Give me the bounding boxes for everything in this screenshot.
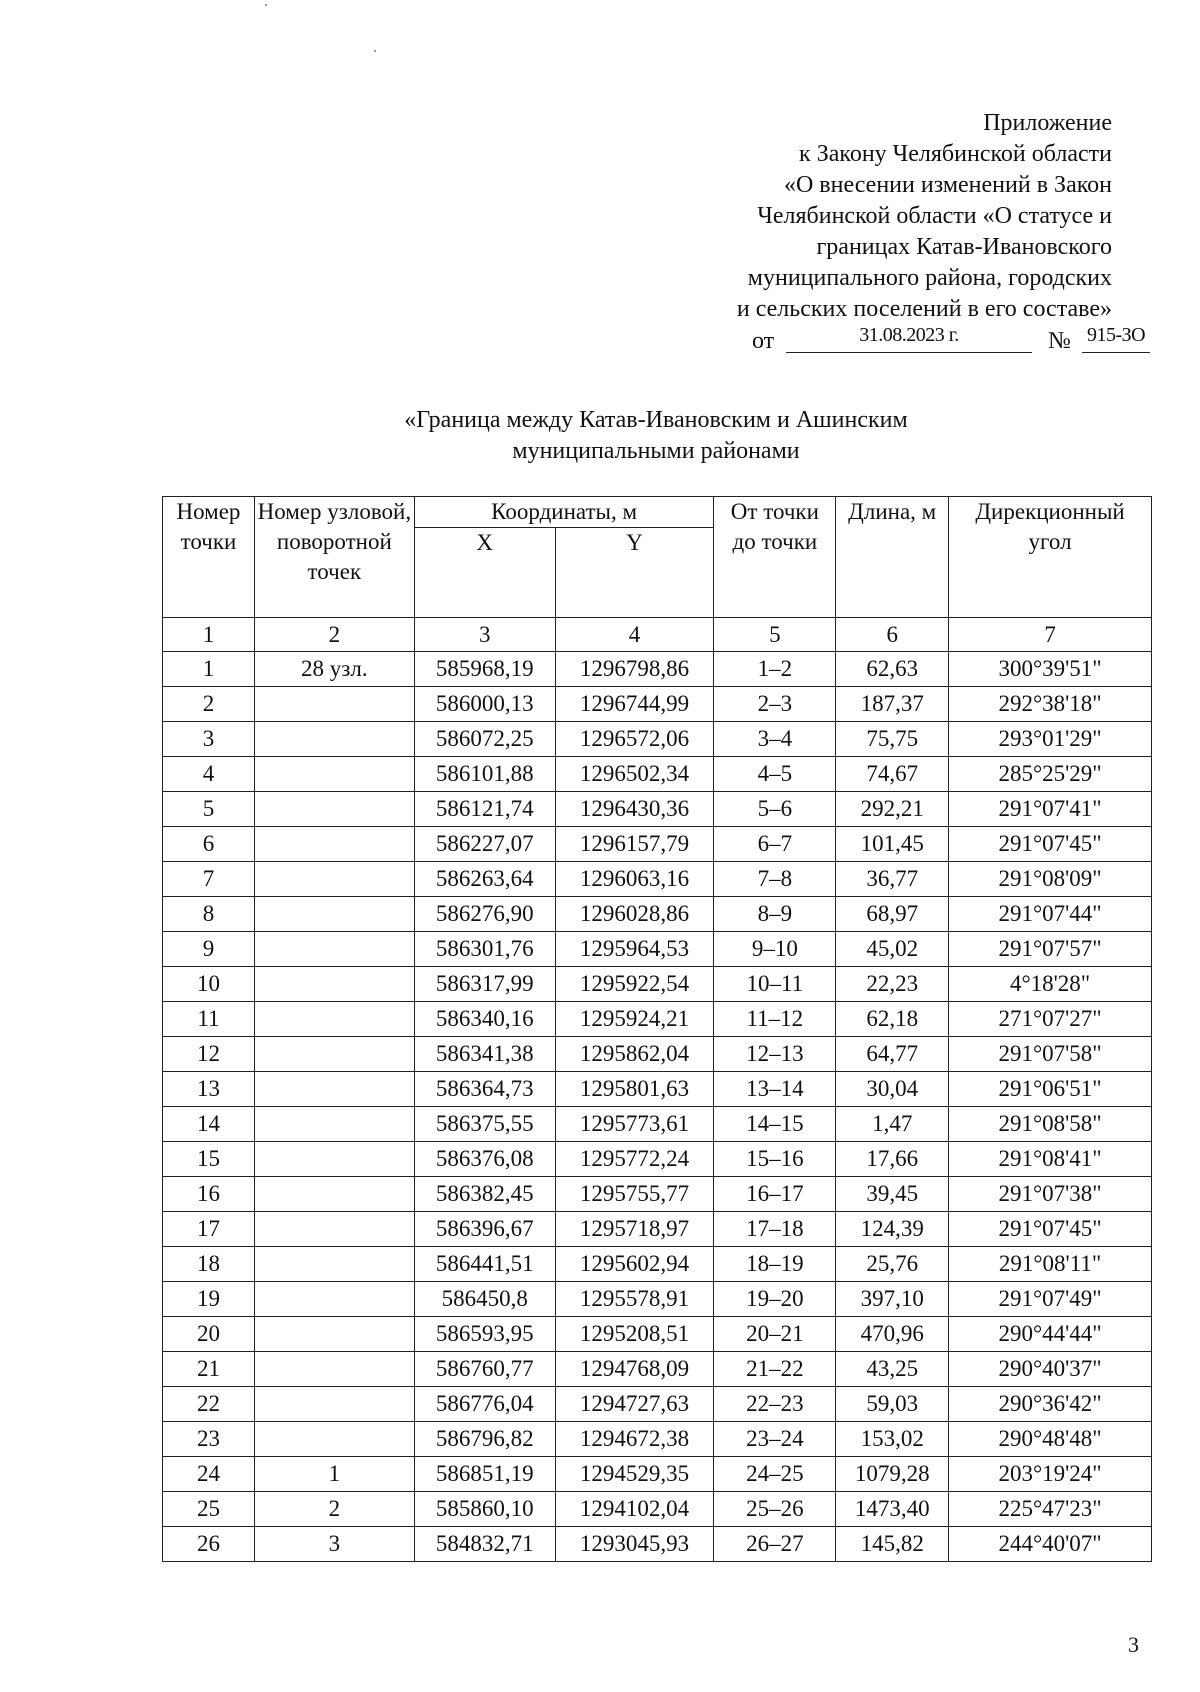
column-number: 4 — [555, 618, 714, 652]
cell-y: 1295578,91 — [555, 1282, 714, 1317]
cell-direction-angle: 285°25'29" — [949, 757, 1152, 792]
cell-segment: 3–4 — [714, 722, 836, 757]
column-number-row — [163, 618, 1152, 652]
cell-length: 145,82 — [836, 1527, 949, 1562]
cell-y: 1296157,79 — [555, 827, 714, 862]
cell-x: 586776,04 — [414, 1387, 555, 1422]
cell-point-number: 17 — [163, 1212, 255, 1247]
cell-length: 22,23 — [836, 967, 949, 1002]
cell-segment: 8–9 — [714, 897, 836, 932]
cell-y: 1293045,93 — [555, 1527, 714, 1562]
cell-node-number — [254, 1002, 414, 1037]
cell-length: 43,25 — [836, 1352, 949, 1387]
cell-length: 1,47 — [836, 1107, 949, 1142]
cell-direction-angle: 292°38'18" — [949, 687, 1152, 722]
annex-line: границах Катав-Ивановского — [816, 234, 1112, 260]
annex-line: к Закону Челябинской области — [799, 141, 1112, 167]
cell-y: 1295924,21 — [555, 1002, 714, 1037]
annex-line: муниципального района, городских — [747, 265, 1112, 291]
cell-point-number: 9 — [163, 932, 255, 967]
cell-segment: 22–23 — [714, 1387, 836, 1422]
cell-segment: 2–3 — [714, 687, 836, 722]
cell-node-number: 2 — [254, 1492, 414, 1527]
cell-direction-angle: 291°07'58" — [949, 1037, 1152, 1072]
cell-x: 586364,73 — [414, 1072, 555, 1107]
cell-segment: 13–14 — [714, 1072, 836, 1107]
cell-point-number: 25 — [163, 1492, 255, 1527]
cell-x: 586450,8 — [414, 1282, 555, 1317]
table-row — [163, 1212, 1152, 1247]
cell-length: 68,97 — [836, 897, 949, 932]
cell-direction-angle: 290°48'48" — [949, 1422, 1152, 1457]
table-row — [163, 687, 1152, 722]
cell-segment: 25–26 — [714, 1492, 836, 1527]
cell-length: 153,02 — [836, 1422, 949, 1457]
table-row — [163, 932, 1152, 967]
cell-direction-angle: 291°07'41" — [949, 792, 1152, 827]
cell-direction-angle: 290°40'37" — [949, 1352, 1152, 1387]
cell-y: 1295772,24 — [555, 1142, 714, 1177]
cell-node-number — [254, 1212, 414, 1247]
cell-y: 1295208,51 — [555, 1317, 714, 1352]
cell-length: 124,39 — [836, 1212, 949, 1247]
cell-length: 30,04 — [836, 1072, 949, 1107]
cell-direction-angle: 291°07'38" — [949, 1177, 1152, 1212]
cell-point-number: 13 — [163, 1072, 255, 1107]
scan-speck — [374, 50, 376, 52]
cell-node-number — [254, 1387, 414, 1422]
cell-length: 25,76 — [836, 1247, 949, 1282]
table-row — [163, 1352, 1152, 1387]
cell-segment: 17–18 — [714, 1212, 836, 1247]
cell-direction-angle: 291°07'57" — [949, 932, 1152, 967]
cell-point-number: 21 — [163, 1352, 255, 1387]
table-row — [163, 1177, 1152, 1212]
cell-direction-angle: 203°19'24" — [949, 1457, 1152, 1492]
cell-point-number: 6 — [163, 827, 255, 862]
cell-point-number: 5 — [163, 792, 255, 827]
table-row — [163, 1317, 1152, 1352]
cell-node-number — [254, 1317, 414, 1352]
cell-x: 586796,82 — [414, 1422, 555, 1457]
annex-line: Приложение — [983, 110, 1112, 136]
cell-point-number: 8 — [163, 897, 255, 932]
cell-x: 586375,55 — [414, 1107, 555, 1142]
cell-node-number — [254, 1107, 414, 1142]
title-line-1: «Граница между Катав-Ивановским и Ашинским — [404, 407, 908, 433]
cell-x: 586441,51 — [414, 1247, 555, 1282]
cell-direction-angle: 291°07'45" — [949, 1212, 1152, 1247]
cell-segment: 4–5 — [714, 757, 836, 792]
cell-x: 586851,19 — [414, 1457, 555, 1492]
cell-direction-angle: 293°01'29" — [949, 722, 1152, 757]
table-row — [163, 897, 1152, 932]
cell-direction-angle: 291°07'49" — [949, 1282, 1152, 1317]
cell-direction-angle: 291°08'58" — [949, 1107, 1152, 1142]
cell-x: 586341,38 — [414, 1037, 555, 1072]
header-point-number: Номер точки — [163, 497, 255, 618]
annex-line: Челябинской области «О статусе и — [757, 203, 1112, 229]
cell-segment: 24–25 — [714, 1457, 836, 1492]
cell-segment: 15–16 — [714, 1142, 836, 1177]
cell-segment: 7–8 — [714, 862, 836, 897]
cell-length: 1473,40 — [836, 1492, 949, 1527]
law-number: 915-ЗО — [1082, 322, 1150, 353]
cell-segment: 6–7 — [714, 827, 836, 862]
cell-x: 586593,95 — [414, 1317, 555, 1352]
table-row — [163, 1457, 1152, 1492]
cell-length: 39,45 — [836, 1177, 949, 1212]
cell-x: 586276,90 — [414, 897, 555, 932]
cell-x: 586382,45 — [414, 1177, 555, 1212]
cell-x: 586121,74 — [414, 792, 555, 827]
cell-length: 74,67 — [836, 757, 949, 792]
cell-y: 1295755,77 — [555, 1177, 714, 1212]
cell-direction-angle: 244°40'07" — [949, 1527, 1152, 1562]
cell-x: 586072,25 — [414, 722, 555, 757]
cell-x: 586396,67 — [414, 1212, 555, 1247]
cell-y: 1294768,09 — [555, 1352, 714, 1387]
cell-segment: 16–17 — [714, 1177, 836, 1212]
cell-segment: 5–6 — [714, 792, 836, 827]
cell-point-number: 15 — [163, 1142, 255, 1177]
cell-node-number — [254, 1282, 414, 1317]
cell-node-number — [254, 722, 414, 757]
header-x: X — [414, 528, 555, 618]
title-line-2: муниципальными районами — [512, 438, 800, 464]
cell-y: 1295801,63 — [555, 1072, 714, 1107]
cell-node-number — [254, 757, 414, 792]
header-segment: От точки до точки — [714, 497, 836, 618]
cell-direction-angle: 291°08'41" — [949, 1142, 1152, 1177]
cell-y: 1295602,94 — [555, 1247, 714, 1282]
cell-node-number: 1 — [254, 1457, 414, 1492]
cell-length: 62,63 — [836, 652, 949, 687]
column-number: 5 — [714, 618, 836, 652]
column-number: 7 — [949, 618, 1152, 652]
cell-point-number: 22 — [163, 1387, 255, 1422]
cell-length: 17,66 — [836, 1142, 949, 1177]
cell-point-number: 20 — [163, 1317, 255, 1352]
cell-point-number: 4 — [163, 757, 255, 792]
cell-node-number — [254, 1422, 414, 1457]
cell-segment: 14–15 — [714, 1107, 836, 1142]
cell-point-number: 7 — [163, 862, 255, 897]
cell-point-number: 1 — [163, 652, 255, 687]
cell-x: 586101,88 — [414, 757, 555, 792]
cell-segment: 18–19 — [714, 1247, 836, 1282]
cell-segment: 23–24 — [714, 1422, 836, 1457]
table-row — [163, 1037, 1152, 1072]
boundary-coordinates-table — [162, 496, 1152, 1562]
cell-y: 1295964,53 — [555, 932, 714, 967]
annex-line: «О внесении изменений в Закон — [783, 172, 1112, 198]
document-title — [0, 405, 1200, 467]
cell-point-number: 18 — [163, 1247, 255, 1282]
column-number: 3 — [414, 618, 555, 652]
header-direction-angle: Дирекционный угол — [949, 497, 1152, 618]
cell-x: 586000,13 — [414, 687, 555, 722]
law-date: 31.08.2023 г. — [786, 322, 1032, 353]
from-label: от — [752, 328, 775, 354]
cell-y: 1296798,86 — [555, 652, 714, 687]
cell-point-number: 26 — [163, 1527, 255, 1562]
cell-x: 584832,71 — [414, 1527, 555, 1562]
table-row — [163, 1282, 1152, 1317]
cell-node-number — [254, 967, 414, 1002]
cell-point-number: 23 — [163, 1422, 255, 1457]
cell-y: 1294672,38 — [555, 1422, 714, 1457]
cell-length: 470,96 — [836, 1317, 949, 1352]
table-row — [163, 967, 1152, 1002]
cell-length: 64,77 — [836, 1037, 949, 1072]
column-number: 6 — [836, 618, 949, 652]
table-row — [163, 1072, 1152, 1107]
table-row — [163, 827, 1152, 862]
cell-y: 1295773,61 — [555, 1107, 714, 1142]
table-row — [163, 1492, 1152, 1527]
cell-node-number — [254, 1177, 414, 1212]
cell-x: 585860,10 — [414, 1492, 555, 1527]
table-body — [163, 618, 1152, 1562]
cell-segment: 21–22 — [714, 1352, 836, 1387]
page-number: 3 — [1128, 1632, 1139, 1657]
header-y: Y — [555, 528, 714, 618]
cell-point-number: 11 — [163, 1002, 255, 1037]
cell-length: 45,02 — [836, 932, 949, 967]
cell-node-number — [254, 897, 414, 932]
cell-segment: 9–10 — [714, 932, 836, 967]
table-row — [163, 1247, 1152, 1282]
cell-direction-angle: 291°06'51" — [949, 1072, 1152, 1107]
law-date-number-line — [752, 322, 1152, 356]
cell-x: 586376,08 — [414, 1142, 555, 1177]
cell-node-number — [254, 827, 414, 862]
annex-line: и сельских поселений в его составе» — [736, 296, 1112, 322]
cell-point-number: 24 — [163, 1457, 255, 1492]
table-row — [163, 722, 1152, 757]
cell-y: 1296744,99 — [555, 687, 714, 722]
header-length: Длина, м — [836, 497, 949, 618]
cell-y: 1294727,63 — [555, 1387, 714, 1422]
table-row — [163, 862, 1152, 897]
cell-y: 1296028,86 — [555, 897, 714, 932]
cell-direction-angle: 291°07'44" — [949, 897, 1152, 932]
cell-y: 1295922,54 — [555, 967, 714, 1002]
cell-node-number — [254, 1142, 414, 1177]
cell-x: 586263,64 — [414, 862, 555, 897]
cell-x: 586227,07 — [414, 827, 555, 862]
cell-node-number — [254, 1352, 414, 1387]
cell-node-number — [254, 862, 414, 897]
cell-node-number — [254, 932, 414, 967]
cell-node-number — [254, 1037, 414, 1072]
cell-length: 292,21 — [836, 792, 949, 827]
table-row — [163, 652, 1152, 687]
cell-x: 585968,19 — [414, 652, 555, 687]
cell-y: 1296572,06 — [555, 722, 714, 757]
cell-node-number — [254, 792, 414, 827]
cell-direction-angle: 225°47'23" — [949, 1492, 1152, 1527]
cell-direction-angle: 291°08'11" — [949, 1247, 1152, 1282]
cell-point-number: 12 — [163, 1037, 255, 1072]
cell-point-number: 3 — [163, 722, 255, 757]
column-number: 2 — [254, 618, 414, 652]
cell-node-number — [254, 687, 414, 722]
cell-length: 397,10 — [836, 1282, 949, 1317]
cell-y: 1294102,04 — [555, 1492, 714, 1527]
cell-node-number: 28 узл. — [254, 652, 414, 687]
cell-direction-angle: 291°07'45" — [949, 827, 1152, 862]
cell-length: 187,37 — [836, 687, 949, 722]
cell-length: 62,18 — [836, 1002, 949, 1037]
cell-y: 1296430,36 — [555, 792, 714, 827]
cell-point-number: 16 — [163, 1177, 255, 1212]
table-row — [163, 1422, 1152, 1457]
cell-length: 1079,28 — [836, 1457, 949, 1492]
cell-node-number — [254, 1072, 414, 1107]
cell-direction-angle: 300°39'51" — [949, 652, 1152, 687]
table-row — [163, 1142, 1152, 1177]
cell-point-number: 10 — [163, 967, 255, 1002]
cell-x: 586317,99 — [414, 967, 555, 1002]
table-row — [163, 757, 1152, 792]
cell-y: 1295718,97 — [555, 1212, 714, 1247]
column-number: 1 — [163, 618, 255, 652]
cell-node-number — [254, 1247, 414, 1282]
header-coordinates: Координаты, м — [414, 497, 714, 528]
number-label: № — [1048, 328, 1071, 354]
cell-point-number: 14 — [163, 1107, 255, 1142]
cell-point-number: 2 — [163, 687, 255, 722]
cell-length: 101,45 — [836, 827, 949, 862]
cell-direction-angle: 290°36'42" — [949, 1387, 1152, 1422]
cell-direction-angle: 290°44'44" — [949, 1317, 1152, 1352]
cell-x: 586340,16 — [414, 1002, 555, 1037]
cell-direction-angle: 291°08'09" — [949, 862, 1152, 897]
scan-speck — [265, 4, 267, 6]
cell-x: 586760,77 — [414, 1352, 555, 1387]
cell-length: 75,75 — [836, 722, 949, 757]
cell-segment: 26–27 — [714, 1527, 836, 1562]
cell-segment: 12–13 — [714, 1037, 836, 1072]
cell-direction-angle: 271°07'27" — [949, 1002, 1152, 1037]
header-node-number: Номер узловой, поворотной точек — [254, 497, 414, 618]
table-row — [163, 1387, 1152, 1422]
cell-segment: 1–2 — [714, 652, 836, 687]
cell-segment: 10–11 — [714, 967, 836, 1002]
cell-segment: 11–12 — [714, 1002, 836, 1037]
cell-y: 1296063,16 — [555, 862, 714, 897]
table-row — [163, 1527, 1152, 1562]
cell-segment: 20–21 — [714, 1317, 836, 1352]
cell-direction-angle: 4°18'28" — [949, 967, 1152, 1002]
cell-y: 1295862,04 — [555, 1037, 714, 1072]
cell-length: 59,03 — [836, 1387, 949, 1422]
cell-point-number: 19 — [163, 1282, 255, 1317]
table-row — [163, 1107, 1152, 1142]
cell-node-number: 3 — [254, 1527, 414, 1562]
cell-x: 586301,76 — [414, 932, 555, 967]
table-row — [163, 1002, 1152, 1037]
cell-segment: 19–20 — [714, 1282, 836, 1317]
cell-length: 36,77 — [836, 862, 949, 897]
cell-y: 1294529,35 — [555, 1457, 714, 1492]
annex-header — [632, 108, 1112, 325]
cell-y: 1296502,34 — [555, 757, 714, 792]
table-row — [163, 792, 1152, 827]
